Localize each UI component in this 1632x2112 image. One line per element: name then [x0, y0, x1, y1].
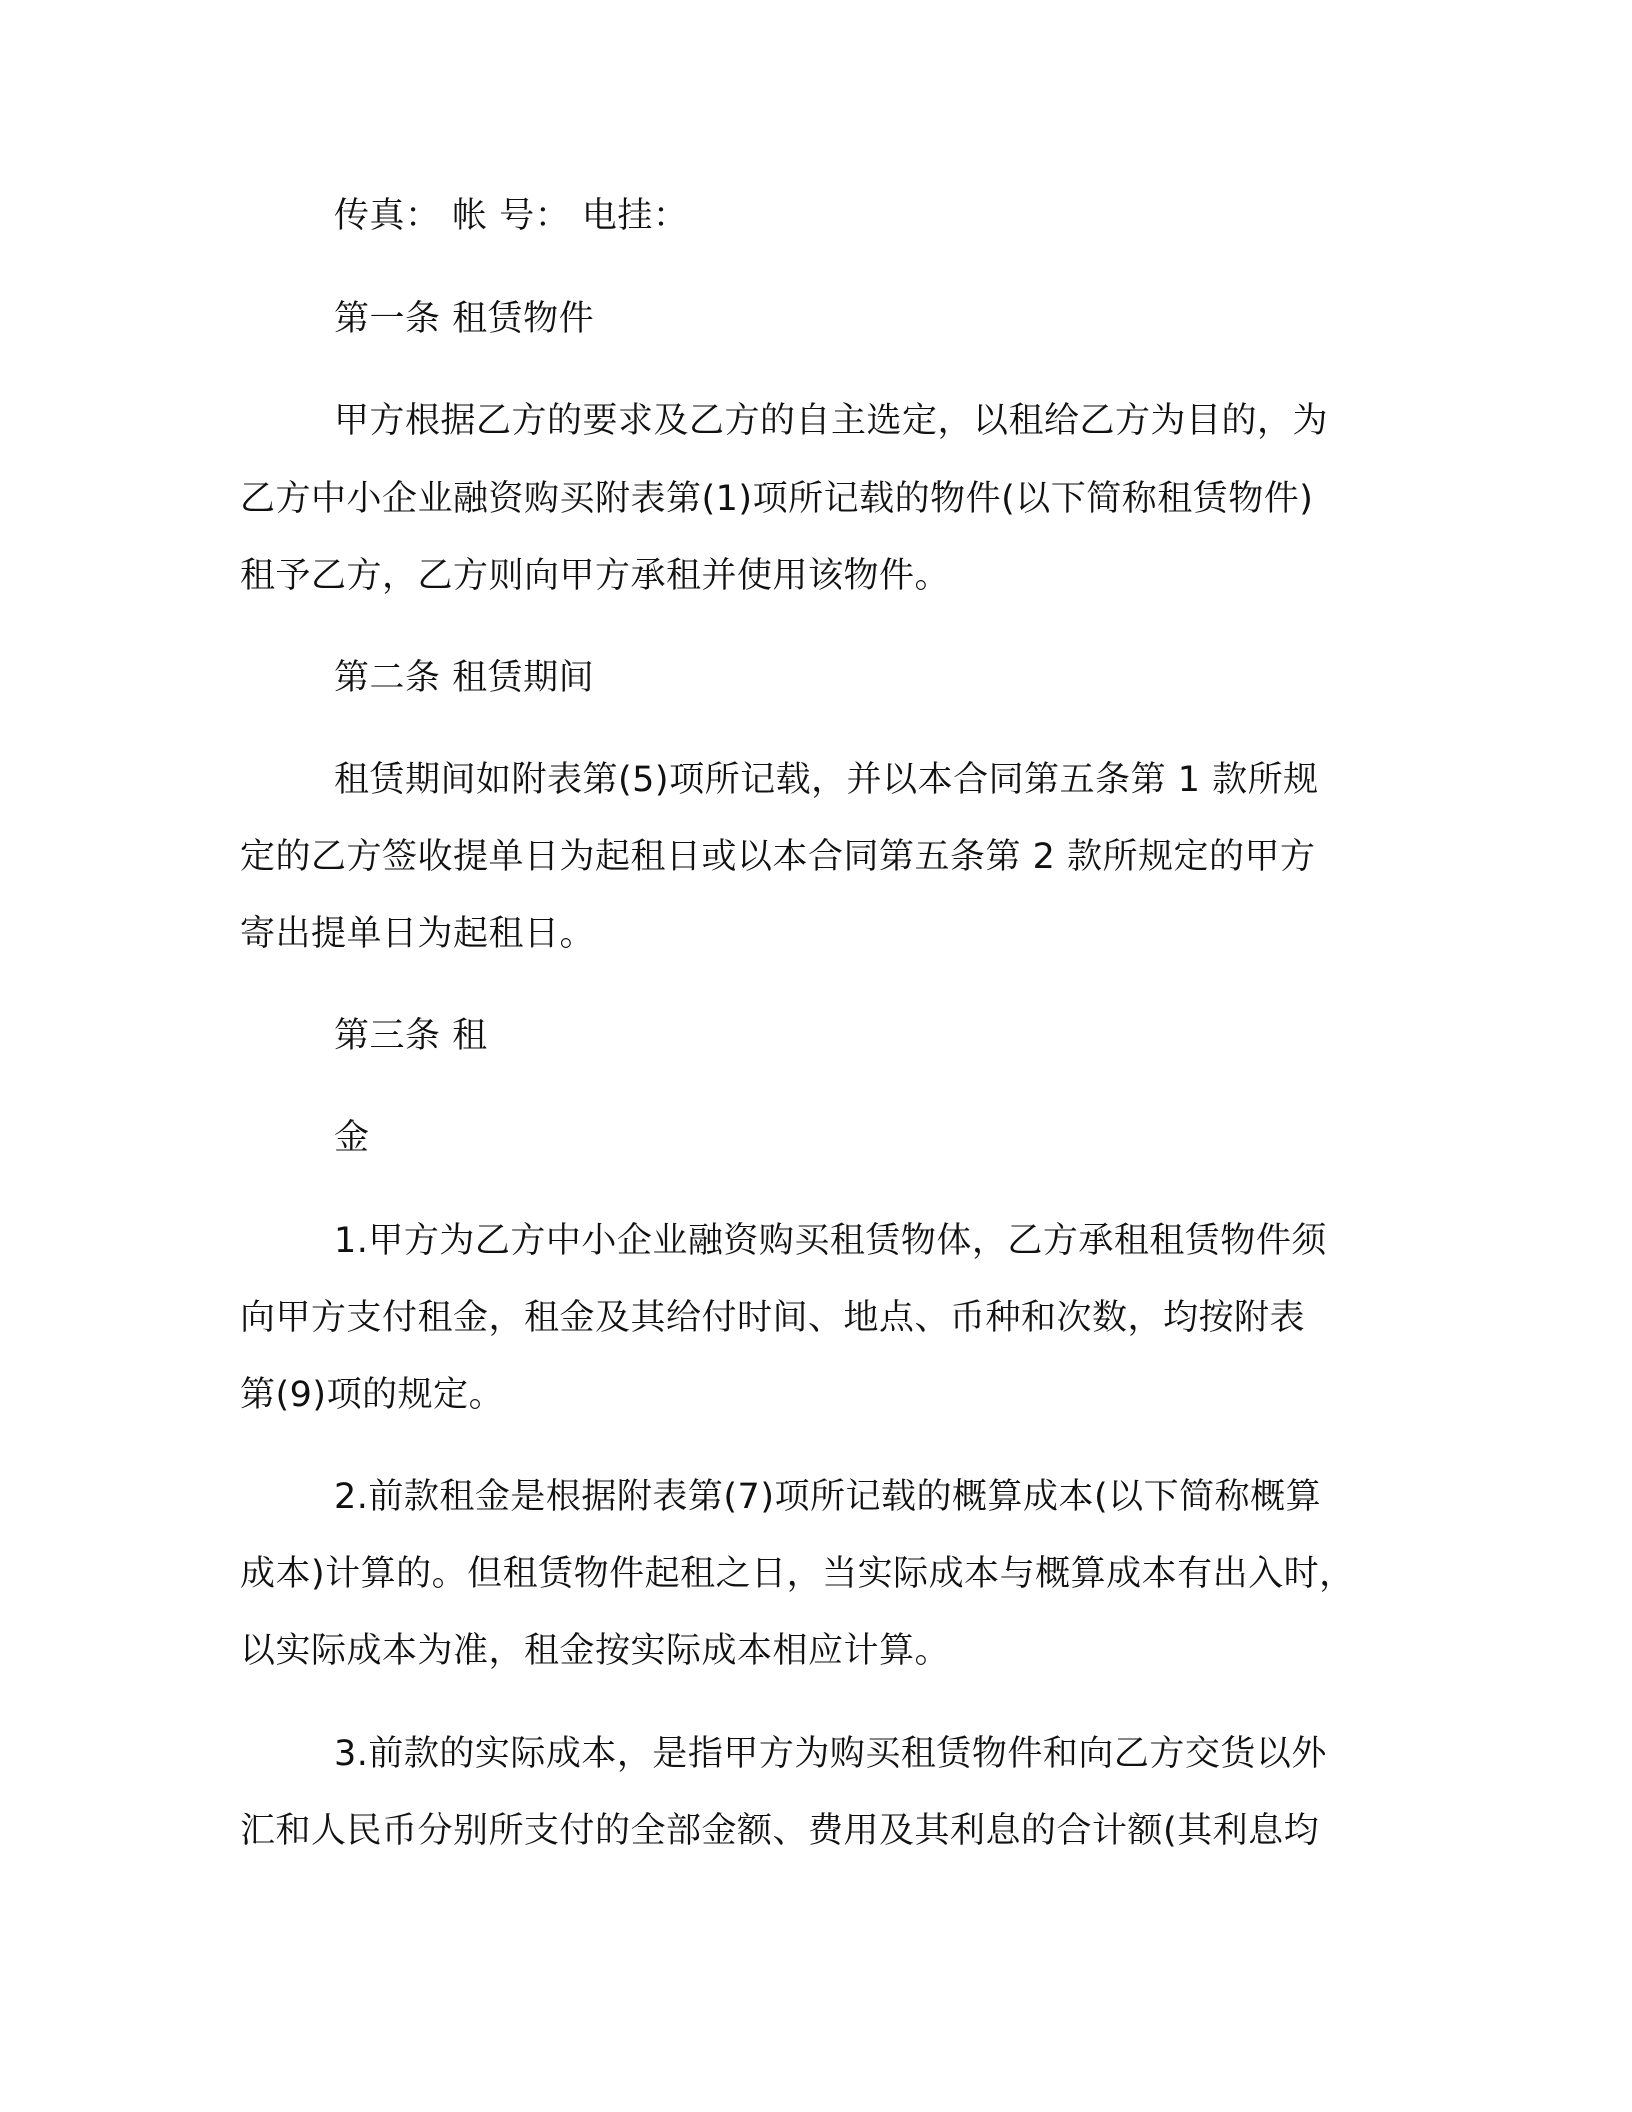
- article-3-para-1-line: 1.甲方为乙方中小企业融资购买租赁物体，乙方承租租赁物件须: [334, 1221, 1327, 1261]
- article-3-para-3-line: 汇和人民币分别所支付的全部金额、费用及其利息的合计额(其利息均: [240, 1811, 1320, 1851]
- article-1-text-line: 租予乙方，乙方则向甲方承租并使用该物件。: [240, 556, 951, 596]
- contact-line: 传真： 帐 号： 电挂：: [334, 196, 689, 236]
- article-3-heading: 第三条 租: [334, 1016, 488, 1056]
- article-3-para-2-line: 成本)计算的。但租赁物件起租之日，当实际成本与概算成本有出入时，: [240, 1554, 1355, 1594]
- article-2-text-line: 租赁期间如附表第(5)项所记载，并以本合同第五条第 1 款所规: [334, 760, 1319, 800]
- article-1-text-line: 乙方中小企业融资购买附表第(1)项所记载的物件(以下简称租赁物件): [240, 479, 1314, 519]
- article-3-heading-continued: 金: [334, 1118, 370, 1158]
- article-2-heading: 第二条 租赁期间: [334, 658, 595, 698]
- article-3-para-3-line: 3.前款的实际成本，是指甲方为购买租赁物件和向乙方交货以外: [334, 1734, 1327, 1774]
- article-1-heading: 第一条 租赁物件: [334, 299, 595, 339]
- article-3-para-1-line: 第(9)项的规定。: [240, 1375, 505, 1415]
- article-1-text-line: 甲方根据乙方的要求及乙方的自主选定，以租给乙方为目的，为: [334, 401, 1329, 441]
- article-3-para-1-line: 向甲方支付租金，租金及其给付时间、地点、币种和次数，均按附表: [240, 1298, 1306, 1338]
- article-2-text-line: 寄出提单日为起租日。: [240, 914, 596, 954]
- article-3-para-2-line: 以实际成本为准，租金按实际成本相应计算。: [240, 1631, 951, 1671]
- article-3-para-2-line: 2.前款租金是根据附表第(7)项所记载的概算成本(以下简称概算: [334, 1477, 1322, 1517]
- article-2-text-line: 定的乙方签收提单日为起租日或以本合同第五条第 2 款所规定的甲方: [240, 837, 1316, 877]
